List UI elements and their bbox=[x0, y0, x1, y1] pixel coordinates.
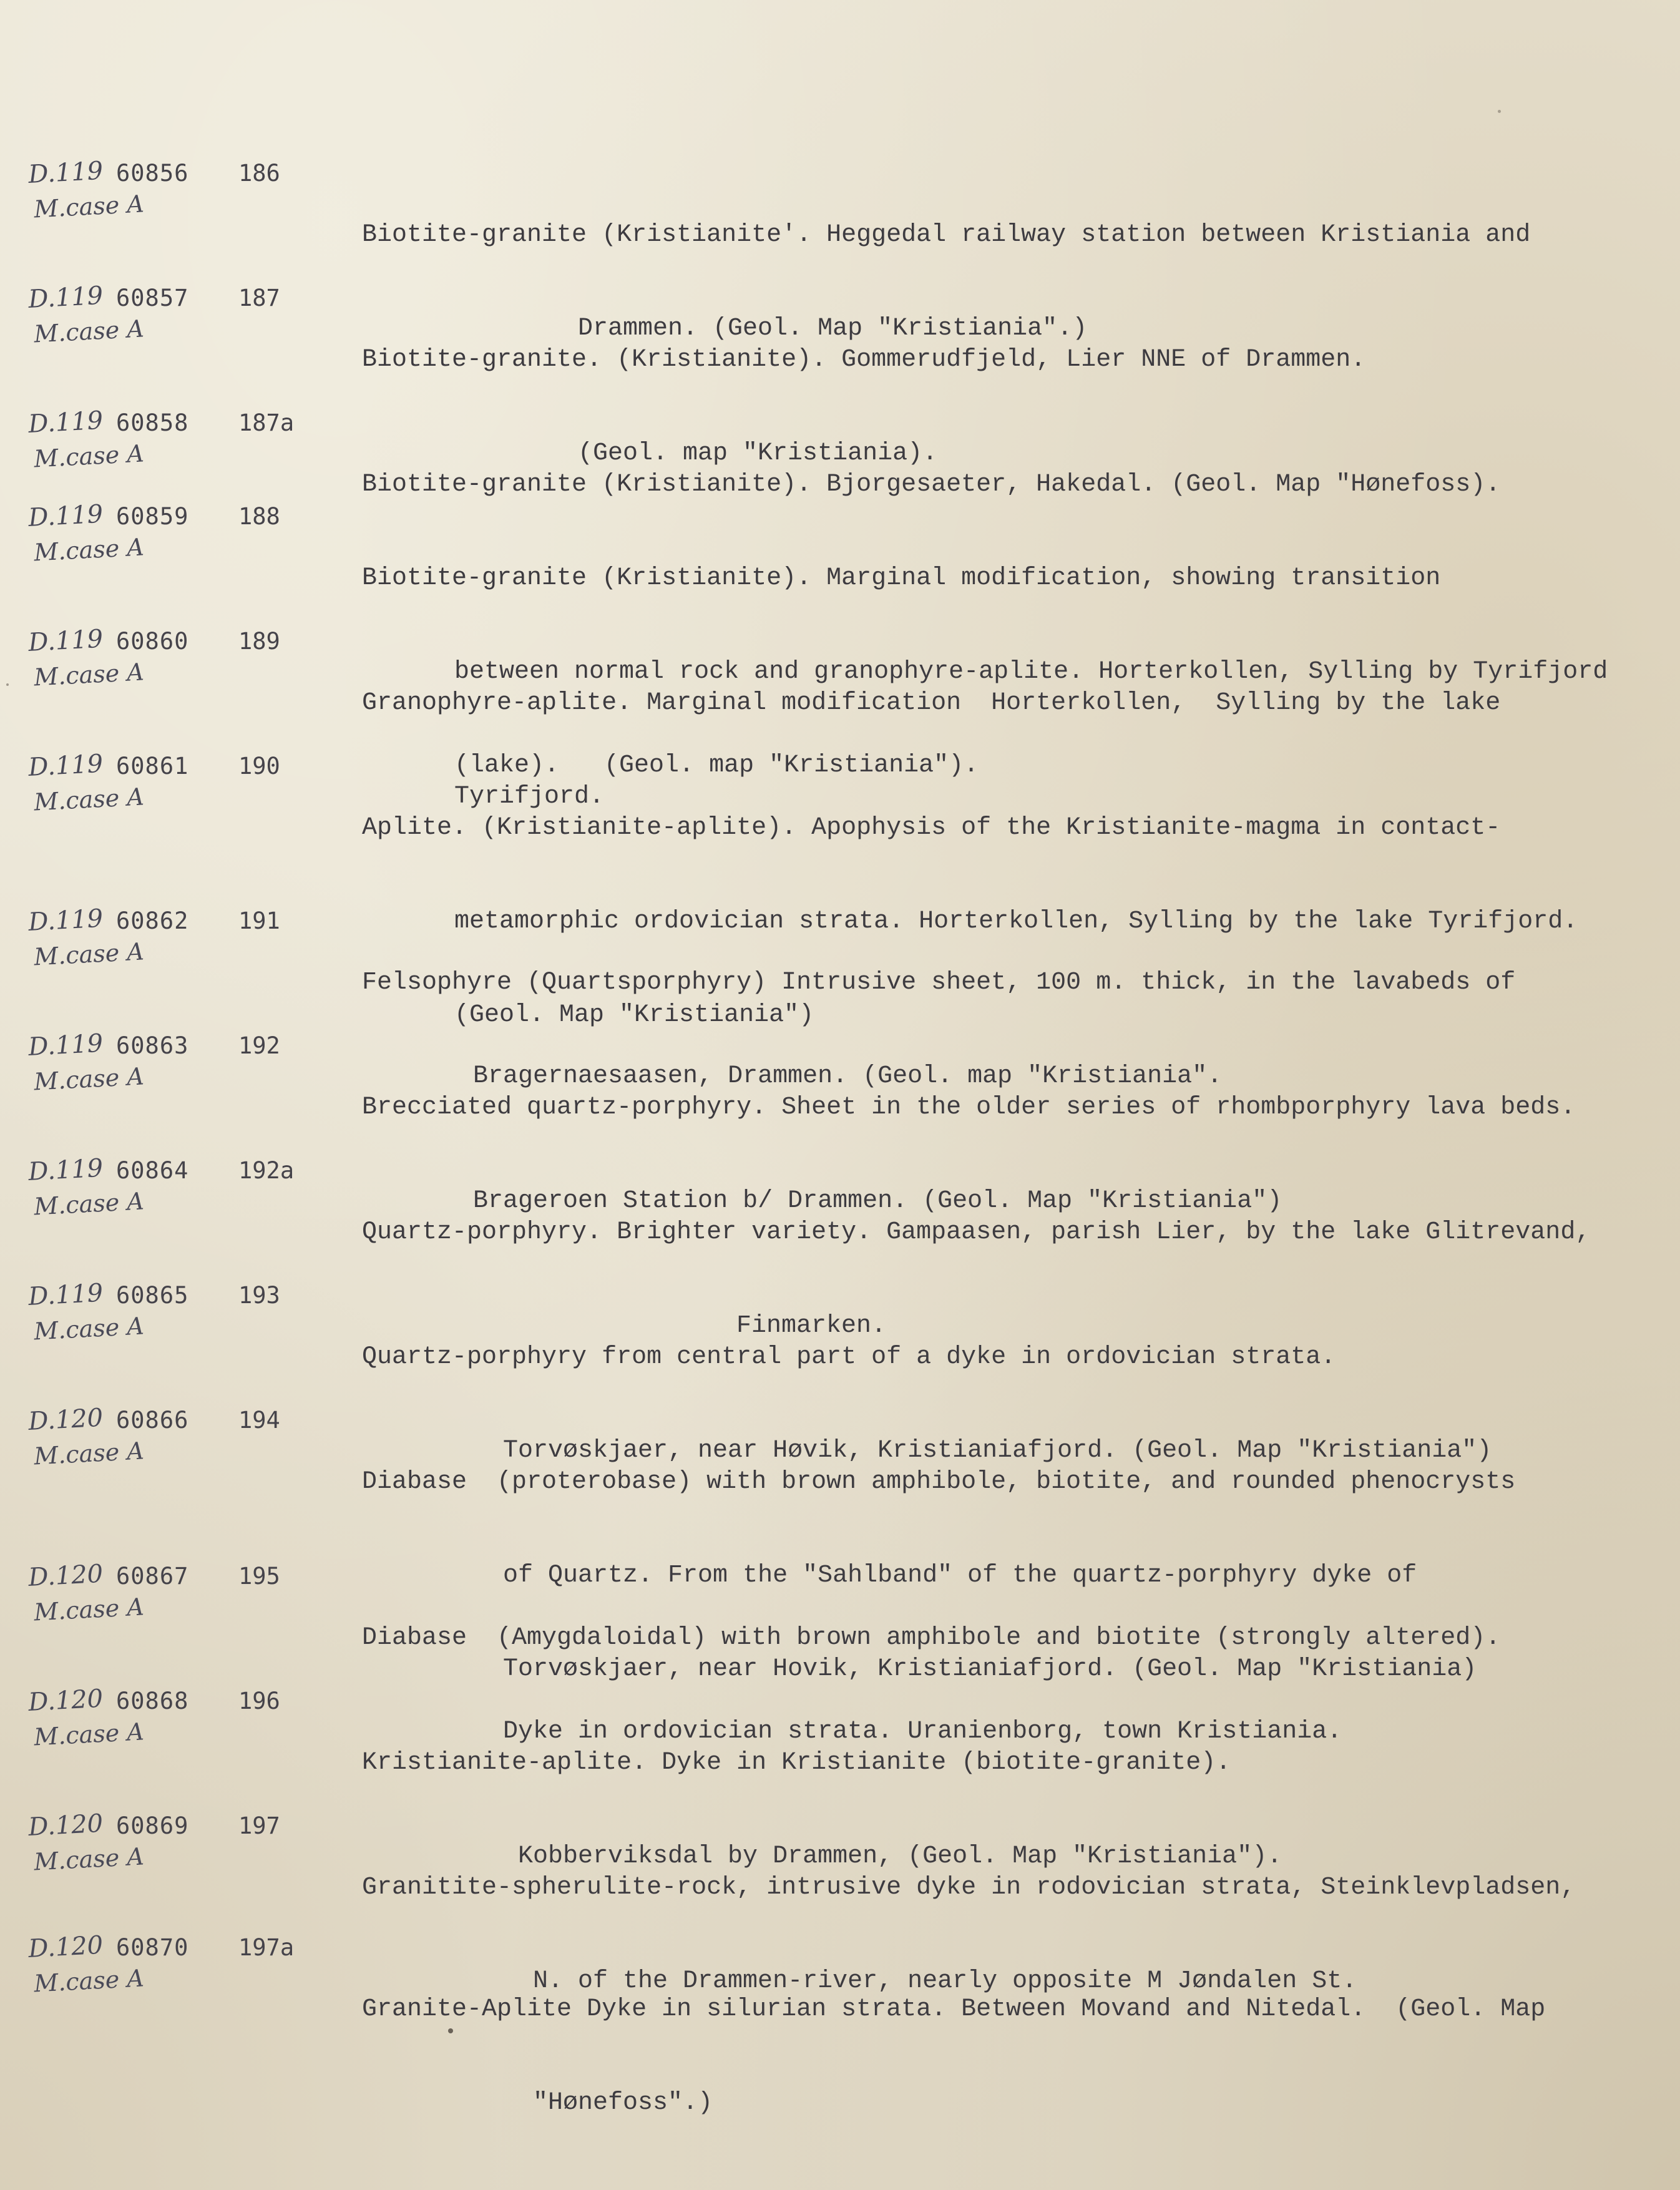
description-line: Granite-Aplite Dyke in silurian strata. Between Movand and Nitedal. (Geol. Map bbox=[362, 1995, 1546, 2023]
description-line: Quartz-porphyry. Brighter variety. Gampaasen, parish Lier, by the lake Glitrevand, bbox=[362, 1218, 1591, 1246]
description-line: Diabase (proterobase) with brown amphibole, biotite, and rounded phenocrysts bbox=[362, 1468, 1516, 1496]
drawer-number: D.120 bbox=[27, 1930, 104, 1963]
specimen-number: 187a bbox=[238, 409, 295, 436]
specimen-number: 194 bbox=[238, 1407, 280, 1434]
description-line: Granitite-spherulite-rock, intrusive dyke in rodovician strata, Steinklevpladsen, bbox=[362, 1874, 1576, 1902]
catalog-number: 60863 bbox=[116, 1032, 189, 1059]
description-line: (Geol. Map "Kristiania") bbox=[454, 1001, 814, 1029]
case-label: M.case A bbox=[33, 937, 145, 971]
case-label: M.case A bbox=[33, 439, 145, 473]
drawer-number: D.119 bbox=[27, 1153, 104, 1186]
case-label: M.case A bbox=[33, 1842, 145, 1876]
case-label: M.case A bbox=[33, 783, 145, 816]
description-line: between normal rock and granophyre-aplite. Horterkollen, Sylling by Tyrifjord bbox=[454, 658, 1608, 686]
description-line: "Hønefoss".) bbox=[533, 2089, 713, 2117]
case-label: M.case A bbox=[33, 658, 145, 692]
catalog-number: 60862 bbox=[116, 907, 189, 934]
drawer-number: D.119 bbox=[27, 281, 104, 314]
description-line: (lake). (Geol. map "Kristiania"). bbox=[454, 751, 979, 780]
description-line: Brecciated quartz-porphyry. Sheet in the older series of rhombporphyry lava beds. bbox=[362, 1093, 1576, 1122]
specimen-number: 190 bbox=[238, 753, 280, 780]
specimen-number: 197a bbox=[238, 1934, 295, 1961]
catalog-number: 60857 bbox=[116, 285, 189, 311]
drawer-number: D.119 bbox=[27, 624, 104, 657]
catalog-number: 60860 bbox=[116, 628, 189, 655]
description-line: Torvøskjaer, near Hovik, Kristianiafjord. (Geol. Map "Kristiania) bbox=[503, 1655, 1477, 1683]
specimen-number: 192a bbox=[238, 1157, 295, 1184]
specimen-number: 195 bbox=[238, 1563, 280, 1590]
description-line: Felsophyre (Quartsporphyry) Intrusive sheet, 100 m. thick, in the lavabeds of bbox=[362, 969, 1516, 997]
description-line: Biotite-granite. (Kristianite). Gommerudfjeld, Lier NNE of Drammen. bbox=[362, 346, 1366, 374]
drawer-number: D.120 bbox=[27, 1559, 104, 1592]
specimen-number: 192 bbox=[238, 1032, 280, 1059]
case-label: M.case A bbox=[33, 1312, 145, 1346]
description-line: Kobberviksdal by Drammen, (Geol. Map "Kristiania"). bbox=[518, 1842, 1282, 1870]
specimen-number: 189 bbox=[238, 628, 280, 655]
specimen-description bbox=[362, 1932, 1673, 2181]
drawer-number: D.119 bbox=[27, 1029, 104, 1062]
description-line: Granophyre-aplite. Marginal modification Horterkollen, Sylling by the lake bbox=[362, 689, 1501, 717]
description-line: Torvøskjaer, near Høvik, Kristianiafjord. (Geol. Map "Kristiania") bbox=[503, 1437, 1492, 1465]
catalog-number: 60866 bbox=[116, 1407, 189, 1434]
description-line: Aplite. (Kristianite-aplite). Apophysis of the Kristianite-magma in contact- bbox=[362, 814, 1501, 842]
catalog-number: 60856 bbox=[116, 160, 189, 187]
catalog-number: 60859 bbox=[116, 503, 189, 530]
catalog-number: 60861 bbox=[116, 753, 189, 780]
case-label: M.case A bbox=[33, 1718, 145, 1751]
specimen-number: 186 bbox=[238, 160, 280, 187]
paper-speck bbox=[6, 683, 9, 686]
description-line: Biotite-granite (Kristianite). Bjorgesaeter, Hakedal. (Geol. Map "Hønefoss). bbox=[362, 471, 1501, 499]
case-label: M.case A bbox=[33, 1964, 145, 1998]
catalog-number: 60869 bbox=[116, 1812, 189, 1839]
description-line: N. of the Drammen-river, nearly opposite M Jøndalen St. bbox=[533, 1967, 1357, 1995]
paper-speck bbox=[1498, 110, 1501, 113]
specimen-number: 197 bbox=[238, 1812, 280, 1839]
case-label: M.case A bbox=[33, 1437, 145, 1470]
description-line: of Quartz. From the "Sahlband" of the quartz-porphyry dyke of bbox=[503, 1562, 1417, 1590]
description-line: Kristianite-aplite. Dyke in Kristianite (biotite-granite). bbox=[362, 1749, 1231, 1777]
description-line: Drammen. (Geol. Map "Kristiania".) bbox=[578, 315, 1088, 343]
case-label: M.case A bbox=[33, 1593, 145, 1626]
description-line: (Geol. map "Kristiania). bbox=[578, 439, 938, 467]
description-line: Dyke in ordovician strata. Uranienborg, town Kristiania. bbox=[503, 1718, 1342, 1746]
paper-speck bbox=[448, 2028, 453, 2033]
case-label: M.case A bbox=[33, 533, 145, 567]
catalog-number: 60858 bbox=[116, 409, 189, 436]
description-line: metamorphic ordovician strata. Horterkollen, Sylling by the lake Tyrifjord. bbox=[454, 907, 1578, 936]
drawer-number: D.119 bbox=[27, 904, 104, 937]
drawer-number: D.120 bbox=[27, 1684, 104, 1717]
drawer-number: D.119 bbox=[27, 406, 104, 439]
description-line: Finmarken. bbox=[736, 1312, 887, 1340]
catalog-number: 60865 bbox=[116, 1282, 189, 1309]
catalog-number: 60870 bbox=[116, 1934, 189, 1961]
description-line: Biotite-granite (Kristianite). Marginal modification, showing transition bbox=[362, 564, 1441, 592]
description-line: Diabase (Amygdaloidal) with brown amphibole and biotite (strongly altered). bbox=[362, 1624, 1501, 1652]
catalog-number: 60867 bbox=[116, 1563, 189, 1590]
catalog-number: 60868 bbox=[116, 1688, 189, 1714]
drawer-number: D.120 bbox=[27, 1809, 104, 1842]
drawer-number: D.119 bbox=[27, 156, 104, 189]
description-line: Quartz-porphyry from central part of a dyke in ordovician strata. bbox=[362, 1343, 1336, 1371]
specimen-number: 191 bbox=[238, 907, 280, 934]
case-label: M.case A bbox=[33, 315, 145, 348]
specimen-number: 196 bbox=[238, 1688, 280, 1714]
case-label: M.case A bbox=[33, 190, 145, 223]
drawer-number: D.119 bbox=[27, 1278, 104, 1311]
catalog-number: 60864 bbox=[116, 1157, 189, 1184]
case-label: M.case A bbox=[33, 1062, 145, 1096]
case-label: M.case A bbox=[33, 1187, 145, 1221]
drawer-number: D.120 bbox=[27, 1403, 104, 1436]
drawer-number: D.119 bbox=[27, 749, 104, 782]
description-line: Brageroen Station b/ Drammen. (Geol. Map "Kristiania") bbox=[473, 1187, 1282, 1215]
description-line: Tyrifjord. bbox=[454, 783, 605, 811]
drawer-number: D.119 bbox=[27, 499, 104, 532]
specimen-number: 188 bbox=[238, 503, 280, 530]
description-line: Bragernaesaasen, Drammen. (Geol. map "Kristiania". bbox=[473, 1062, 1223, 1090]
description-line: Biotite-granite (Kristianite'. Heggedal railway station between Kristiania and bbox=[362, 221, 1531, 249]
specimen-number: 193 bbox=[238, 1282, 280, 1309]
specimen-number: 187 bbox=[238, 285, 280, 311]
